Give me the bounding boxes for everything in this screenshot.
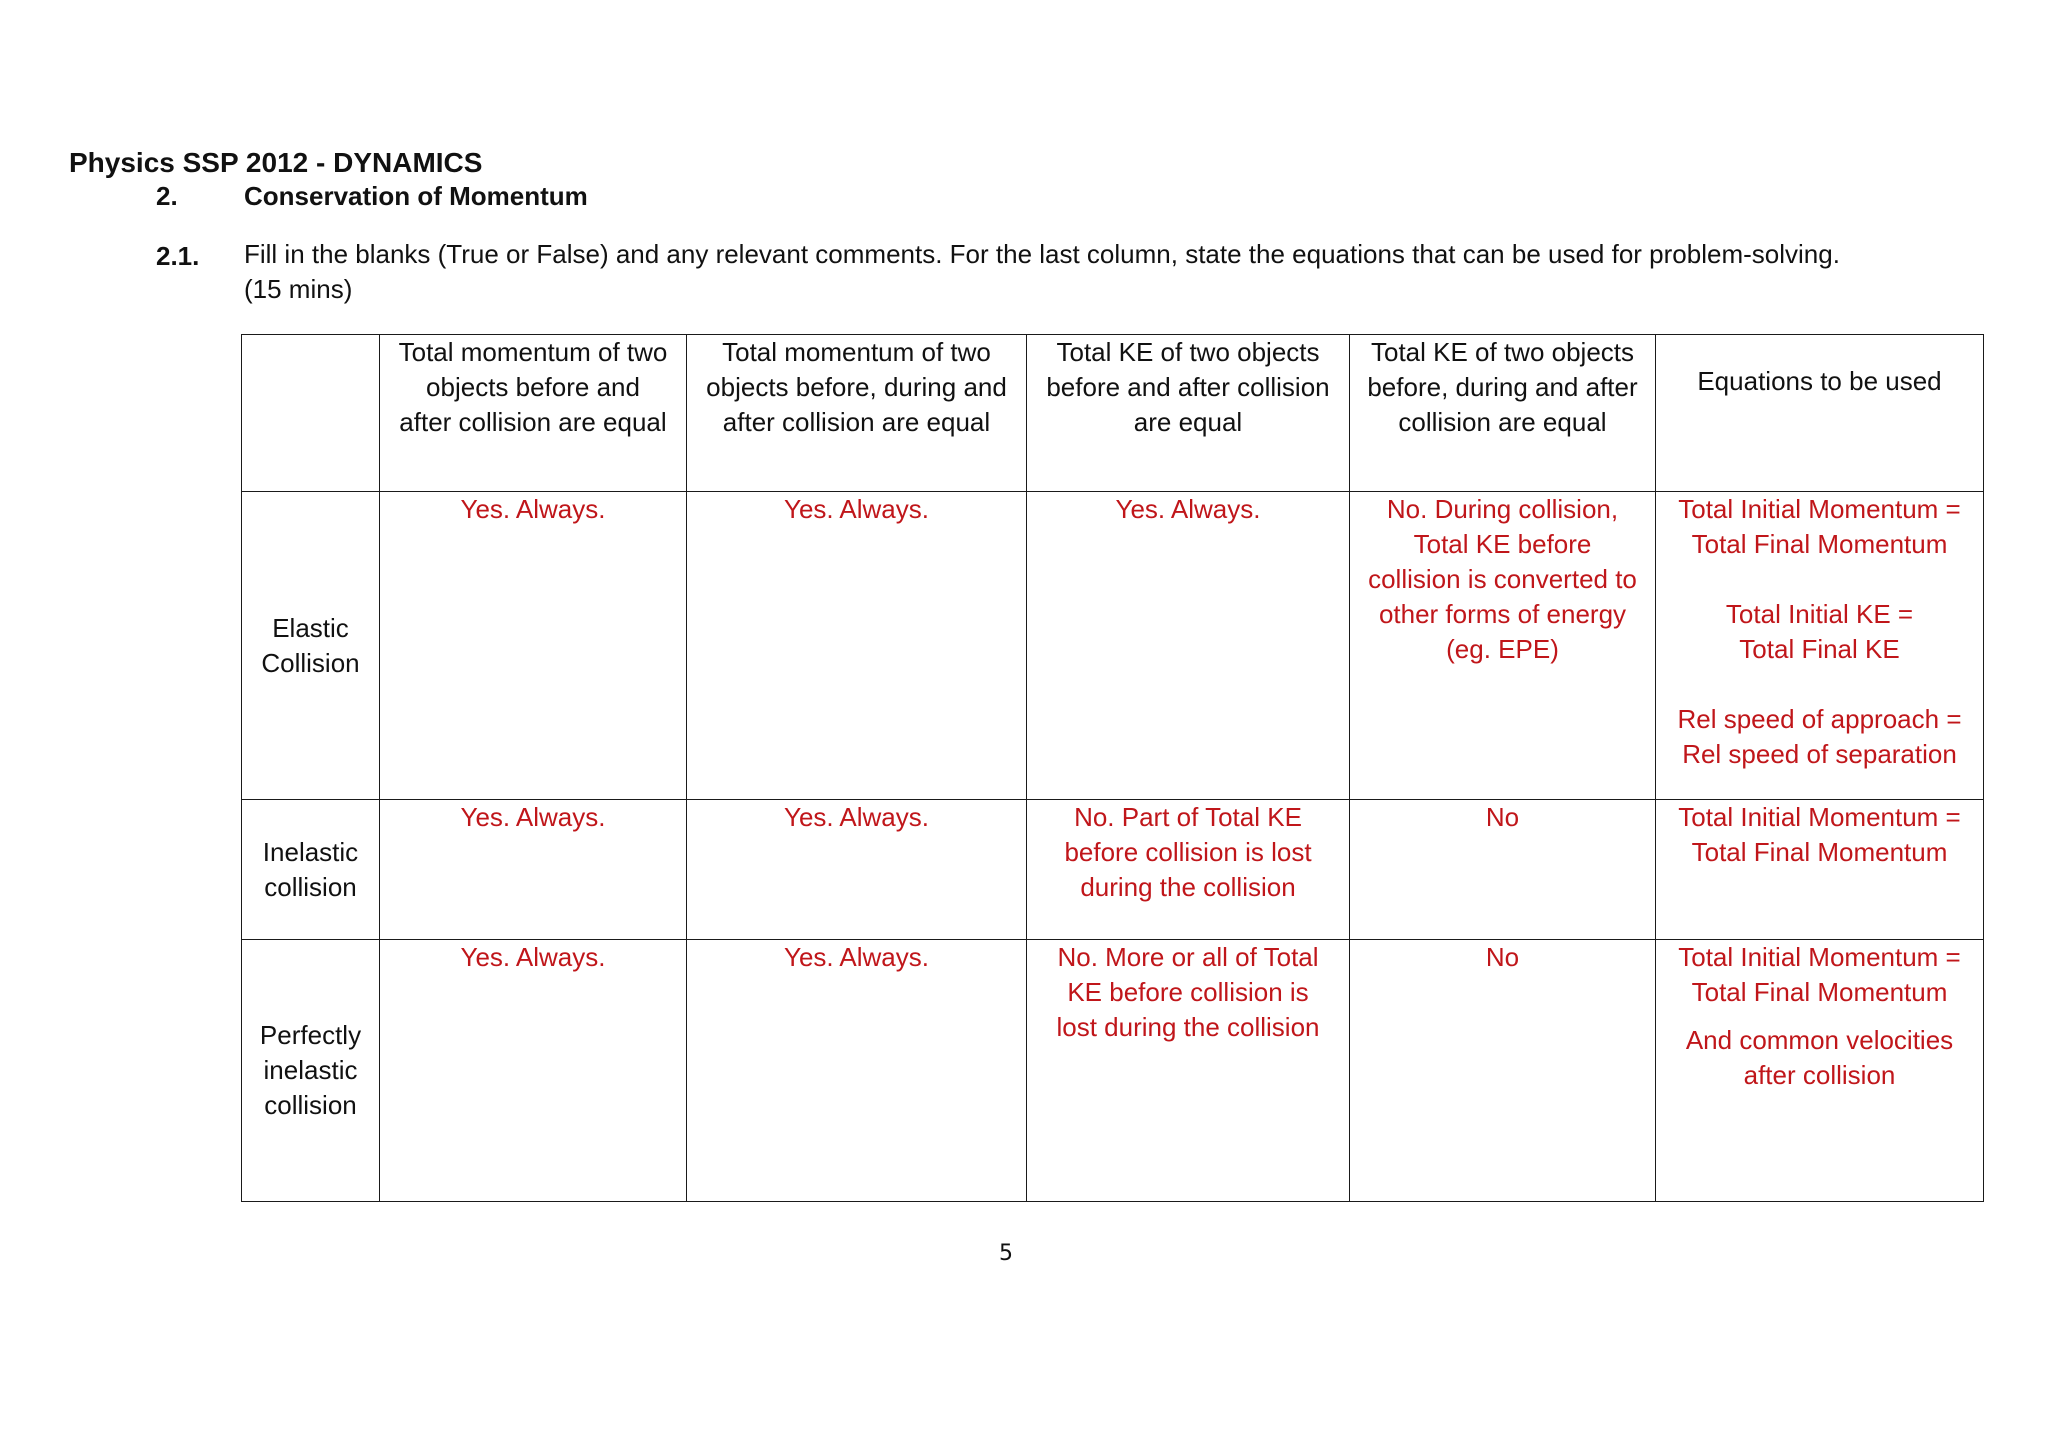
header-cell-momentum-before-after: Total momentum of two objects before and after collision are equal xyxy=(380,335,687,492)
header-cell-ke-before-after: Total KE of two objects before and after collision are equal xyxy=(1027,335,1350,492)
table-row-elastic xyxy=(242,492,1984,800)
question-instructions xyxy=(244,237,2004,307)
table-row-inelastic xyxy=(242,800,1984,940)
row-label-elastic: Elastic Collision xyxy=(242,492,380,800)
page-number: 5 xyxy=(999,1241,1013,1266)
instructions-line: Fill in the blanks (True or False) and any relevant comments. For the last column, state the equations that can be used for problem-solving. xyxy=(244,239,1840,269)
header-cell-equations: Equations to be used xyxy=(1656,335,1984,492)
header-cell-empty xyxy=(242,335,380,492)
section-title: Conservation of Momentum xyxy=(244,181,588,211)
row-label-perfectly-inelastic: Perfectly inelastic collision xyxy=(242,940,380,1202)
momentum-table xyxy=(241,334,1984,1202)
equations-cell: Total Initial Momentum = Total Final Momentum Total Initial KE = Total Final KE Rel speed of approach = Rel speed of separation xyxy=(1656,492,1984,800)
table-row-perfectly-inelastic xyxy=(242,940,1984,1202)
answer-cell: No xyxy=(1350,940,1656,1202)
answer-cell: Yes. Always. xyxy=(687,940,1027,1202)
header-cell-ke-during: Total KE of two objects before, during and after collision are equal xyxy=(1350,335,1656,492)
answer-cell: Yes. Always. xyxy=(1027,492,1350,800)
question-number: 2.1. xyxy=(156,241,200,271)
answer-cell: No xyxy=(1350,800,1656,940)
answer-cell: Yes. Always. xyxy=(687,800,1027,940)
equations-cell: Total Initial Momentum = Total Final Momentum xyxy=(1656,800,1984,940)
instructions-time: (15 mins) xyxy=(244,274,353,304)
answer-cell: No. Part of Total KE before collision is lost during the collision xyxy=(1027,800,1350,940)
table-header-row xyxy=(242,335,1984,492)
answer-cell: No. During collision, Total KE before collision is converted to other forms of energy (eg. EPE) xyxy=(1350,492,1656,800)
header-cell-momentum-during: Total momentum of two objects before, during and after collision are equal xyxy=(687,335,1027,492)
answer-cell: Yes. Always. xyxy=(380,940,687,1202)
equations-cell: Total Initial Momentum = Total Final Momentum And common velocities after collision xyxy=(1656,940,1984,1202)
answer-cell: No. More or all of Total KE before collision is lost during the collision xyxy=(1027,940,1350,1202)
row-label-inelastic: Inelastic collision xyxy=(242,800,380,940)
answer-cell: Yes. Always. xyxy=(380,800,687,940)
answer-cell: Yes. Always. xyxy=(687,492,1027,800)
section-number: 2. xyxy=(156,181,178,211)
document-title: Physics SSP 2012 - DYNAMICS xyxy=(69,147,483,178)
answer-cell: Yes. Always. xyxy=(380,492,687,800)
